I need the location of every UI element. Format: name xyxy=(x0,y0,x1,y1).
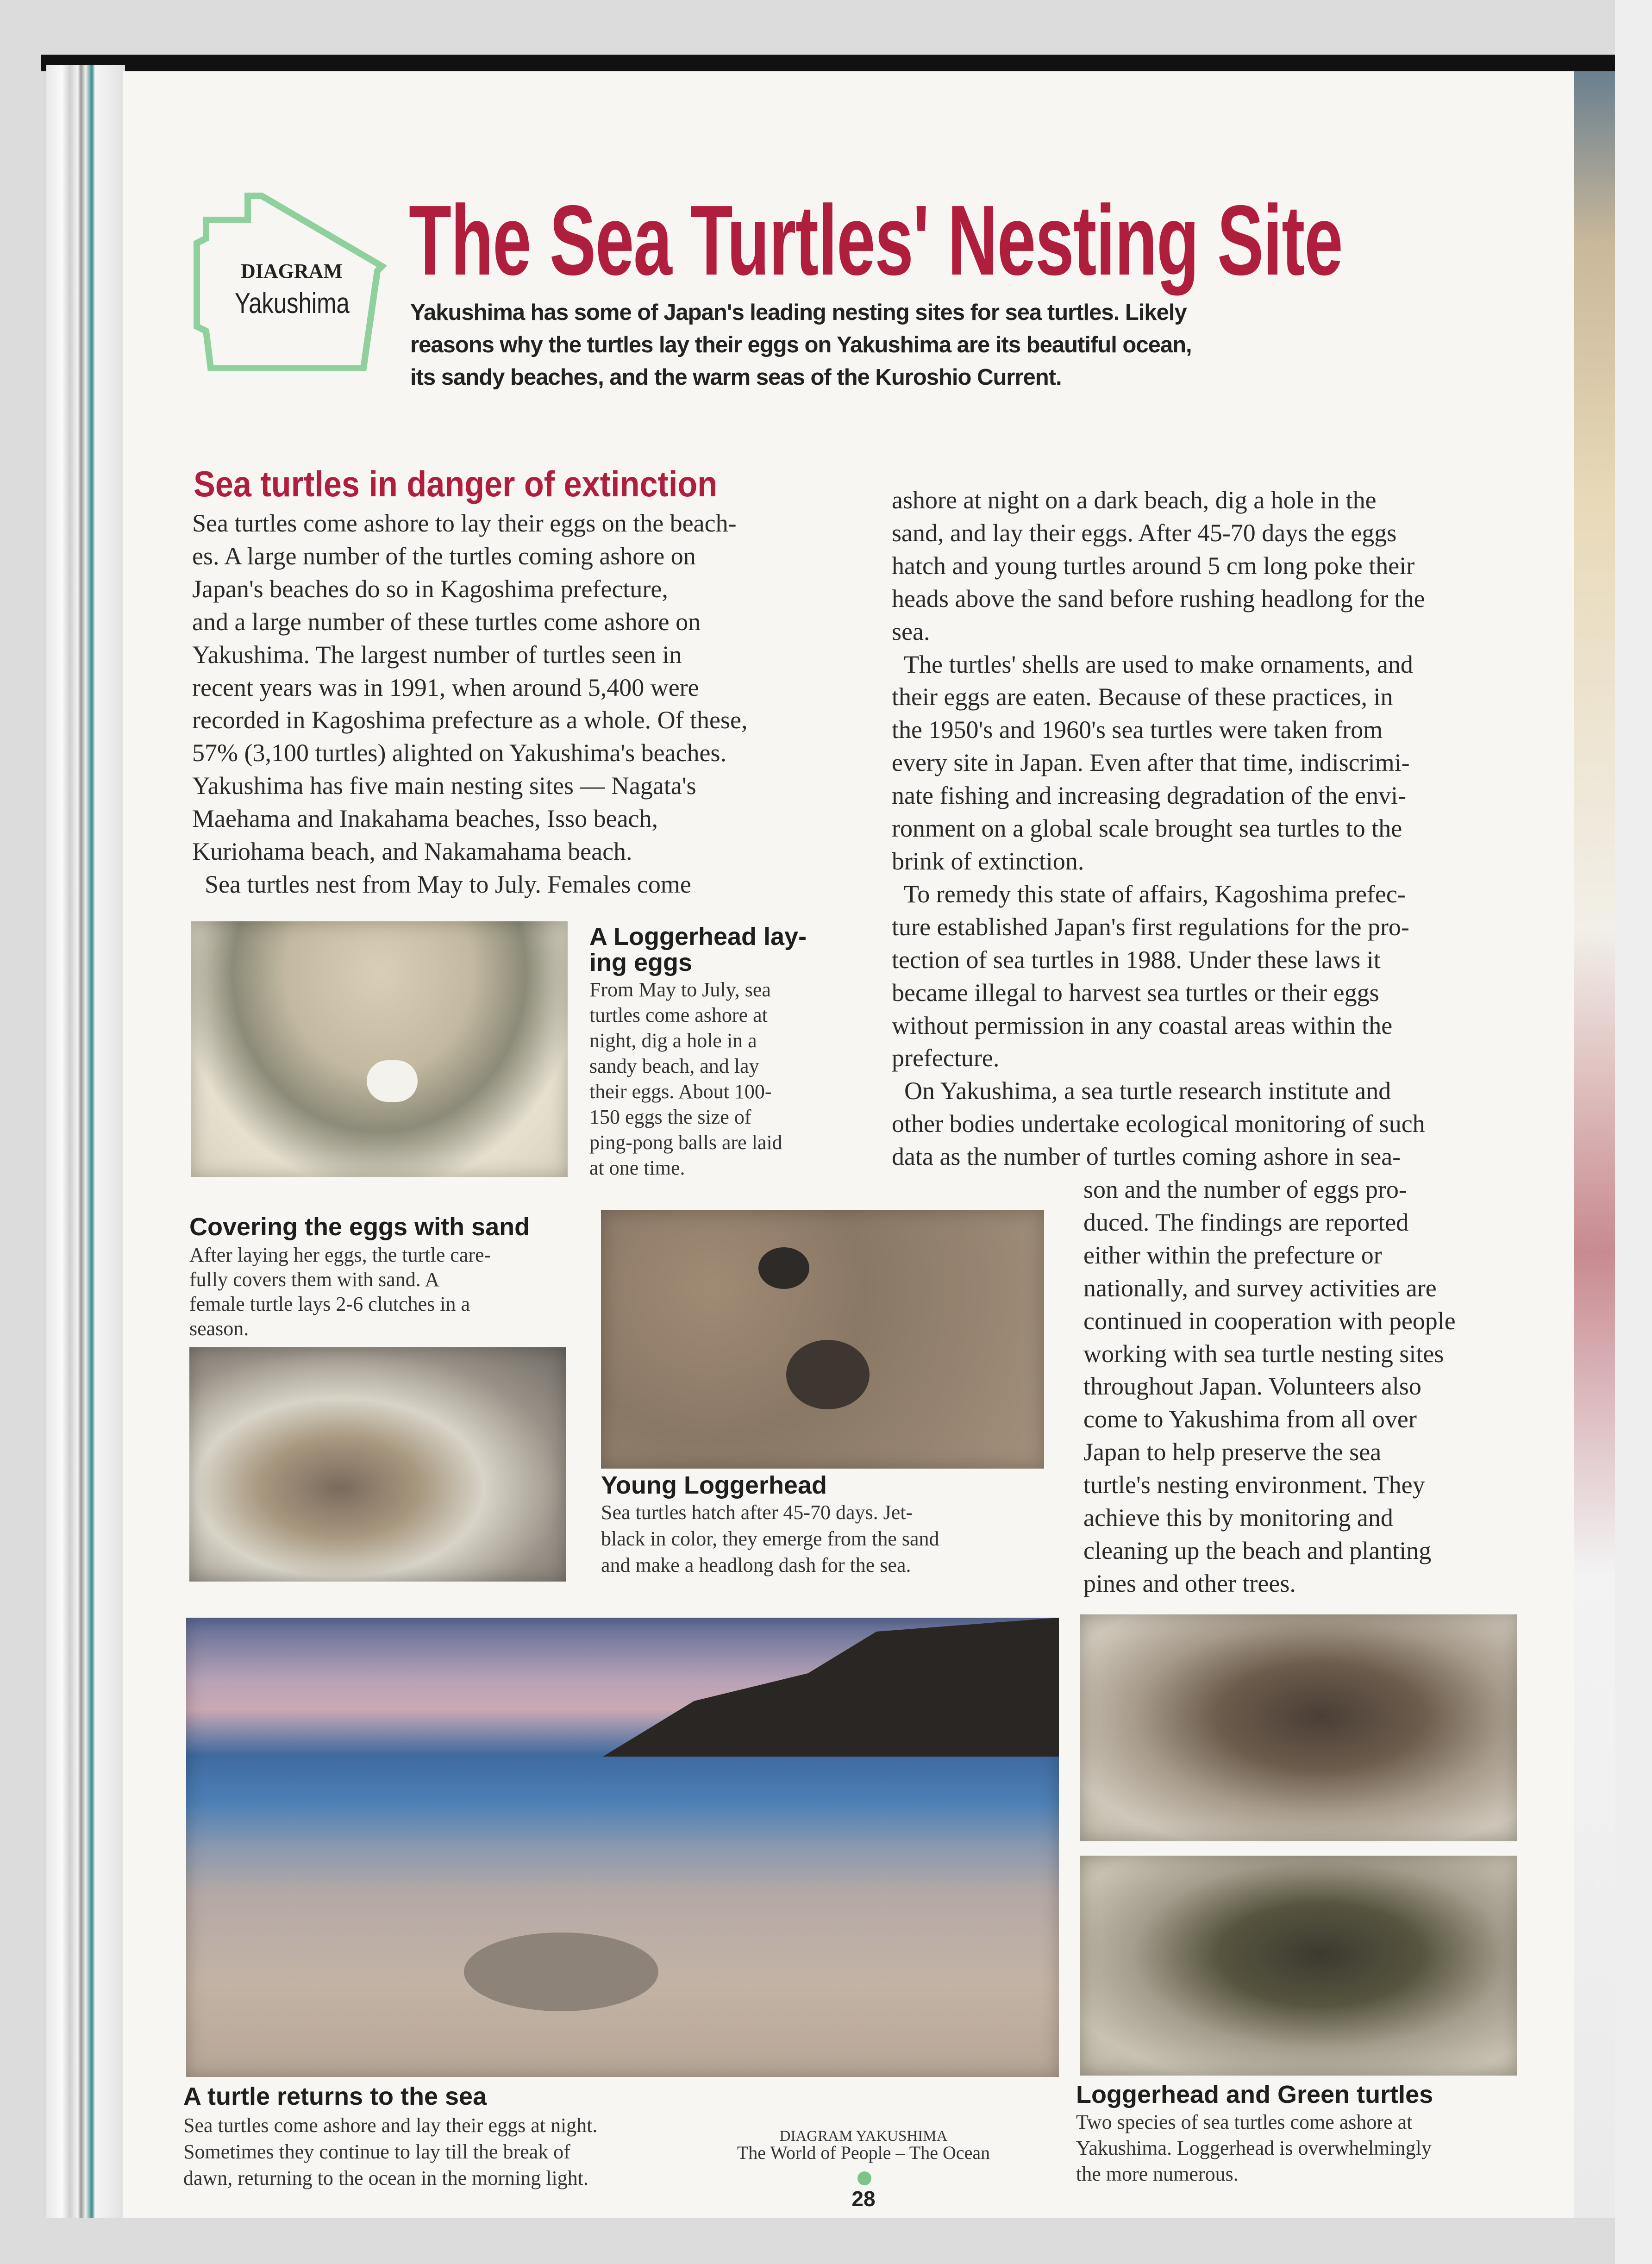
text-line: hatch and young turtles around 5 cm long poke their xyxy=(892,551,1415,580)
text-line: nationally, and survey activities are xyxy=(1083,1274,1437,1302)
text-line: ronment on a global scale brought sea turtles to the xyxy=(892,814,1402,843)
text-line: Sometimes they continue to lay till the break of xyxy=(183,2140,570,2163)
text-line: Yakushima. The largest number of turtles seen in xyxy=(192,640,682,669)
text-line: dawn, returning to the ocean in the morning light. xyxy=(183,2167,588,2189)
text-line: The turtles' shells are used to make ornaments, and xyxy=(892,650,1413,678)
text-line: A Loggerhead lay- xyxy=(589,923,807,951)
text-line: season. xyxy=(189,1317,249,1340)
photo-turtle-returns-to-sea xyxy=(186,1618,1059,2077)
text-line: sea. xyxy=(892,617,930,645)
text-line: without permission in any coastal areas within the xyxy=(892,1011,1393,1039)
left-column-text xyxy=(192,507,748,901)
page-title: The Sea Turtles' Nesting Site xyxy=(409,184,1343,296)
text-line: turtles come ashore at xyxy=(589,1004,768,1026)
text-line: Yakushima. Loggerhead is overwhelmingly xyxy=(1076,2137,1432,2159)
caption-young-body xyxy=(601,1499,939,1578)
caption-returns-body xyxy=(183,2112,597,2191)
footer-subtitle: The World of People – The Ocean xyxy=(737,2142,990,2163)
hatchling-shape xyxy=(786,1340,870,1409)
page-dot-icon xyxy=(857,2171,871,2185)
text-line: throughout Japan. Volunteers also xyxy=(1083,1372,1421,1401)
caption-young-heading: Young Loggerhead xyxy=(601,1471,827,1499)
text-line: 150 eggs the size of xyxy=(589,1106,751,1128)
text-line: Japan to help preserve the sea xyxy=(1083,1438,1382,1466)
caption-species-body xyxy=(1076,2109,1432,2187)
text-line: tection of sea turtles in 1988. Under these laws it xyxy=(892,945,1381,974)
text-line: other bodies undertake ecological monitoring of such xyxy=(892,1110,1425,1138)
page-number: 28 xyxy=(851,2187,876,2211)
text-line: Maehama and Inakahama beaches, Isso beach, xyxy=(192,805,658,833)
text-line: recorded in Kagoshima prefecture as a whole. Of these, xyxy=(192,706,748,734)
caption-returns-heading: A turtle returns to the sea xyxy=(183,2083,487,2110)
text-line: recent years was in 1991, when around 5,400 were xyxy=(192,673,699,701)
photo-young-loggerhead xyxy=(601,1210,1044,1469)
text-line: their eggs are eaten. Because of these practices, in xyxy=(892,683,1393,711)
text-line: night, dig a hole in a xyxy=(589,1029,757,1052)
text-line: ping-pong balls are laid xyxy=(589,1131,782,1154)
facing-page-edge xyxy=(1574,71,1615,2218)
hill-silhouette xyxy=(603,1618,1059,1757)
text-line: Yakushima has five main nesting sites — Nagata's xyxy=(192,772,696,800)
caption-species-heading: Loggerhead and Green turtles xyxy=(1076,2081,1433,2108)
photo-loggerhead-turtle xyxy=(1080,1614,1517,1841)
text-line: Kuriohama beach, and Nakamahama beach. xyxy=(192,838,632,866)
text-line: the more numerous. xyxy=(1076,2163,1239,2185)
text-line: After laying her eggs, the turtle care- xyxy=(189,1244,491,1266)
text-line: female turtle lays 2-6 clutches in a xyxy=(189,1293,470,1315)
text-line: Sea turtles nest from May to July. Females come xyxy=(192,870,691,898)
text-line: Two species of sea turtles come ashore at xyxy=(1076,2111,1413,2133)
text-line: data as the number of turtles coming ashore in sea- xyxy=(892,1143,1401,1171)
text-line: black in color, they emerge from the sand xyxy=(601,1527,939,1550)
caption-covering-body xyxy=(189,1243,491,1341)
photo-green-turtle xyxy=(1080,1856,1517,2076)
eggs-shape xyxy=(367,1060,418,1102)
caption-laying-heading xyxy=(589,924,807,976)
right-column-text-continued xyxy=(1083,1173,1456,1600)
text-line: ashore at night on a dark beach, dig a hole in the xyxy=(892,486,1377,514)
text-line: sand, and lay their eggs. After 45-70 days the eggs xyxy=(892,519,1397,547)
text-line: every site in Japan. Even after that time, indiscrimi- xyxy=(892,749,1410,777)
text-line: turtle's nesting environment. They xyxy=(1083,1471,1425,1499)
text-line: nate fishing and increasing degradation of the envi- xyxy=(892,782,1407,810)
text-line: ing eggs xyxy=(589,949,693,976)
scan-margin xyxy=(1615,0,1652,2264)
text-line: On Yakushima, a sea turtle research institute and xyxy=(892,1077,1391,1105)
caption-covering-heading: Covering the eggs with sand xyxy=(189,1213,530,1241)
text-line: 57% (3,100 turtles) alighted on Yakushima's beaches. xyxy=(192,739,727,767)
text-line: son and the number of eggs pro- xyxy=(1083,1176,1407,1203)
text-line: the 1950's and 1960's sea turtles were taken from xyxy=(892,716,1383,744)
logo-label-yakushima: Yakushima xyxy=(235,288,350,319)
text-line: achieve this by monitoring and xyxy=(1083,1504,1393,1532)
text-line: reasons why the turtles lay their eggs on Yakushima are its beautiful ocean, xyxy=(410,332,1192,357)
text-line: continued in cooperation with people xyxy=(1083,1307,1456,1335)
text-line: Yakushima has some of Japan's leading nesting sites for sea turtles. Likely xyxy=(410,300,1187,325)
hatchling-shape xyxy=(758,1247,809,1289)
text-line: its sandy beaches, and the warm seas of the Kuroshio Current. xyxy=(410,365,1062,390)
scan-top-band xyxy=(41,55,1615,71)
text-line: Sea turtles hatch after 45-70 days. Jet- xyxy=(601,1501,913,1524)
photo-covering-eggs xyxy=(189,1347,566,1582)
text-line: duced. The findings are reported xyxy=(1083,1208,1409,1236)
text-line: and a large number of these turtles come ashore on xyxy=(192,607,701,636)
text-line: became illegal to harvest sea turtles or their eggs xyxy=(892,978,1379,1007)
text-line: Sea turtles come ashore and lay their eggs at night. xyxy=(183,2114,598,2137)
photo-loggerhead-laying-eggs xyxy=(191,921,568,1177)
text-line: at one time. xyxy=(589,1157,685,1179)
text-line: From May to July, sea xyxy=(589,978,771,1001)
text-line: working with sea turtle nesting sites xyxy=(1083,1339,1444,1368)
text-line: fully covers them with sand. A xyxy=(189,1268,440,1291)
text-line: es. A large number of the turtles coming ashore on xyxy=(192,542,696,570)
caption-laying-body xyxy=(589,977,782,1181)
text-line: Japan's beaches do so in Kagoshima prefecture, xyxy=(192,575,668,603)
text-line: either within the prefecture or xyxy=(1083,1241,1382,1269)
footer-series: DIAGRAM YAKUSHIMA xyxy=(779,2128,948,2145)
logo-label-diagram: DIAGRAM xyxy=(241,260,343,282)
text-line: ture established Japan's first regulations for the pro- xyxy=(892,913,1409,941)
text-line: their eggs. About 100- xyxy=(589,1080,772,1103)
text-line: prefecture. xyxy=(892,1044,1000,1072)
text-line: heads above the sand before rushing headlong for the xyxy=(892,584,1425,613)
right-column-text xyxy=(892,484,1425,1173)
text-line: Sea turtles come ashore to lay their eggs on the beach- xyxy=(192,509,737,537)
turtle-shape xyxy=(464,1933,658,2011)
text-line: pines and other trees. xyxy=(1083,1569,1296,1597)
section-heading: Sea turtles in danger of extinction xyxy=(194,463,718,504)
text-line: cleaning up the beach and planting xyxy=(1083,1536,1432,1564)
text-line: sandy beach, and lay xyxy=(589,1055,759,1077)
text-line: and make a headlong dash for the sea. xyxy=(601,1554,911,1576)
text-line: come to Yakushima from all over xyxy=(1083,1405,1417,1433)
text-line: brink of extinction. xyxy=(892,847,1084,875)
text-line: To remedy this state of affairs, Kagoshima prefec- xyxy=(892,880,1406,908)
page-subtitle xyxy=(410,296,1192,394)
book-page-edges xyxy=(46,65,125,2218)
